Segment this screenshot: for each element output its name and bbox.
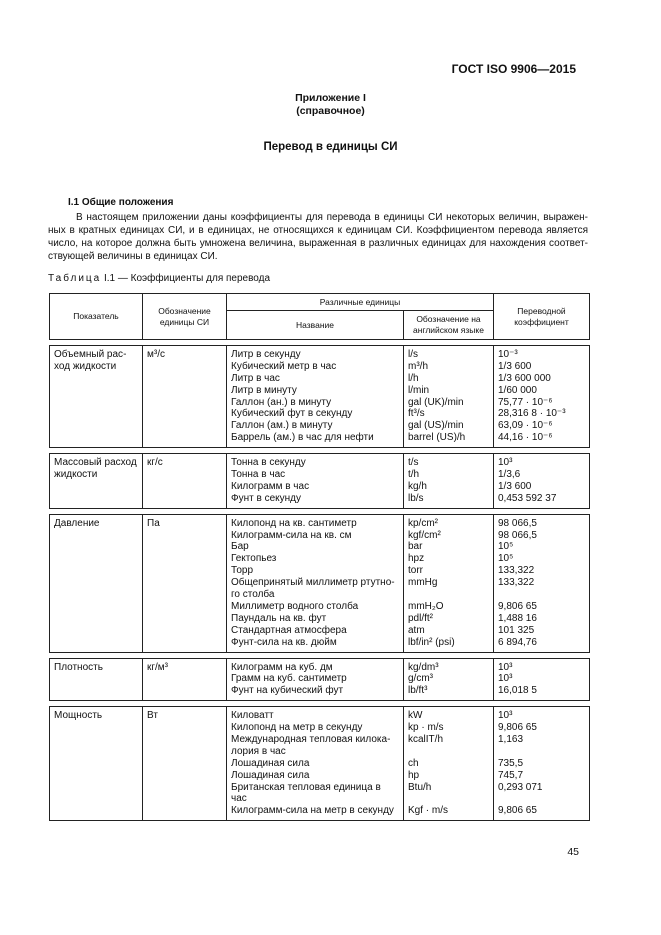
- table-row: [50, 658, 590, 701]
- conversion-factor: 16,018 5: [498, 685, 537, 697]
- unit-symbol: l/min: [408, 384, 430, 396]
- factor-cell: [494, 454, 590, 509]
- unit-symbol: l/h: [408, 372, 419, 384]
- unit-symbol: gal (US)/min: [408, 420, 464, 432]
- unit-name: Килограмм-сила на метр в секунду: [231, 805, 394, 817]
- indicator-cell: [50, 454, 143, 509]
- conversion-factor: 735,5: [498, 757, 524, 769]
- indicator-cell: [50, 707, 143, 821]
- unit-symbol: kp/cm²: [408, 517, 438, 529]
- unit-name: Баррель (ам.) в час для нефти: [231, 432, 374, 444]
- conversion-factor: 10⁵: [498, 541, 514, 553]
- unit-name: Бар: [231, 541, 249, 553]
- unit-symbol: bar: [408, 541, 423, 553]
- si-unit: кг/с: [147, 457, 163, 469]
- conversion-factor: 101 325: [498, 624, 535, 636]
- conversion-factor: 10³: [498, 661, 513, 673]
- page-number: 45: [567, 846, 579, 858]
- conversion-factor: 9,806 65: [498, 805, 537, 817]
- name-cell: [227, 346, 404, 448]
- conversion-factor: 9,806 65: [498, 600, 537, 612]
- unit-symbol: kgf/cm²: [408, 529, 441, 541]
- conversion-factor: 98 066,5: [498, 529, 537, 541]
- indicator-name: Объемный расход жидкости: [54, 349, 127, 372]
- unit-symbol: lbf/in² (psi): [408, 636, 455, 648]
- symbol-cell: [404, 658, 494, 701]
- unit-name: Фунт в секунду: [231, 492, 301, 504]
- unit-symbol: t/s: [408, 457, 419, 469]
- unit-symbol: kp · m/s: [408, 722, 444, 734]
- table-row: [50, 514, 590, 652]
- table-row: [50, 707, 590, 821]
- table-row: [50, 454, 590, 509]
- unit-symbol: hpz: [408, 553, 425, 565]
- si-unit: Па: [147, 517, 160, 529]
- table-caption-prefix: Таблица: [48, 273, 102, 284]
- unit-symbol: gal (UK)/min: [408, 396, 464, 408]
- annex-title: Приложение I: [295, 92, 366, 104]
- conversion-factor: 1/60 000: [498, 384, 537, 396]
- factor-cell: [494, 346, 590, 448]
- conversion-factor: 1/3 600 000: [498, 372, 551, 384]
- unit-symbol: mmH₂O: [408, 600, 444, 612]
- unit-name: Литр в час: [231, 372, 280, 384]
- si-unit-cell: [143, 658, 227, 701]
- unit-symbol: g/cm³: [408, 673, 433, 685]
- unit-name: Тонна в час: [231, 469, 286, 481]
- si-unit: Вт: [147, 710, 158, 722]
- indicator-cell: [50, 346, 143, 448]
- unit-symbol: kg/h: [408, 480, 427, 492]
- conversion-factor: 63,09 · 10⁻⁶: [498, 420, 553, 432]
- conversion-factor: 1/3,6: [498, 469, 521, 481]
- unit-name: Килопонд на кв. сантиметр: [231, 517, 357, 529]
- indicator-name: Массовый расход жидкости: [54, 457, 137, 481]
- conversion-factor: 75,77 · 10⁻⁶: [498, 396, 553, 408]
- indicator-cell: [50, 658, 143, 701]
- conversion-factor: 10³: [498, 710, 513, 722]
- factor-cell: [494, 658, 590, 701]
- unit-name: Гектопьез: [231, 553, 277, 565]
- unit-name: Галлон (ан.) в минуту: [231, 396, 332, 408]
- si-unit: м³/с: [147, 349, 165, 360]
- unit-name: Торр: [231, 565, 254, 577]
- symbol-cell: [404, 346, 494, 448]
- document-title: Перевод в единицы СИ: [263, 141, 398, 153]
- unit-symbol: ch: [408, 757, 419, 769]
- symbol-cell: [404, 707, 494, 821]
- indicator-name: Давление: [54, 517, 100, 529]
- header-name: Название: [227, 311, 404, 340]
- name-cell: [227, 514, 404, 652]
- unit-symbol: torr: [408, 565, 423, 577]
- header-factor: Переводной коэффициент: [494, 294, 590, 340]
- unit-symbol: l/s: [408, 349, 418, 360]
- conversion-factor: 0,453 592 37: [498, 492, 557, 504]
- unit-name: Британская тепловая единица в час: [231, 781, 381, 805]
- si-unit-cell: [143, 346, 227, 448]
- unit-symbol: atm: [408, 624, 425, 636]
- header-indicator: Показатель: [50, 294, 143, 340]
- unit-name: Тонна в секунду: [231, 457, 306, 469]
- header-various-units: Различные единицы: [227, 294, 494, 311]
- conversion-factor: 10⁻³: [498, 349, 518, 360]
- symbol-cell: [404, 454, 494, 509]
- unit-symbol: barrel (US)/h: [408, 432, 466, 444]
- unit-symbol: kW: [408, 710, 423, 722]
- conversion-factor: 1,163: [498, 733, 524, 745]
- name-cell: [227, 658, 404, 701]
- symbol-cell: [404, 514, 494, 652]
- unit-name: Лошадиная сила: [231, 769, 310, 781]
- unit-symbol: Btu/h: [408, 781, 432, 793]
- unit-name: Стандартная атмосфера: [231, 624, 347, 636]
- si-unit-cell: [143, 454, 227, 509]
- conversion-factor: 133,322: [498, 565, 535, 577]
- conversion-factor: 9,806 65: [498, 722, 537, 734]
- unit-name: Килограмм в час: [231, 480, 310, 492]
- unit-symbol: lb/s: [408, 492, 424, 504]
- si-unit-cell: [143, 514, 227, 652]
- conversion-factor: 0,293 071: [498, 781, 543, 793]
- section-paragraph: В настоящем приложении даны коэффициенты для перевода в единицы СИ некоторых величин, выраженных в кратных единицах СИ, и в единицах, не относящихся к единицам СИ. Коэффициентом перевода является число, на которое должна быть умножена величина, выраженная в различных единицах для нахождения соответствующей величины в единицах СИ.: [48, 212, 588, 262]
- unit-symbol: pdl/ft²: [408, 612, 434, 624]
- conversion-factor: 1/3 600: [498, 480, 532, 492]
- si-unit-cell: [143, 707, 227, 821]
- unit-name: Литр в секунду: [231, 349, 301, 360]
- unit-name: Международная тепловая килокалория в час: [231, 733, 391, 757]
- unit-symbol: mmHg: [408, 577, 438, 589]
- conversion-factor: 745,7: [498, 769, 524, 781]
- unit-symbol: m³/h: [408, 360, 428, 372]
- unit-name: Галлон (ам.) в минуту: [231, 420, 333, 432]
- header-si-unit: Обозначение единицы СИ: [143, 294, 227, 340]
- conversion-factor: 1/3 600: [498, 360, 532, 372]
- section-heading: I.1 Общие положения: [68, 197, 174, 208]
- standard-number: ГОСТ ISO 9906—2015: [451, 62, 576, 76]
- conversion-factor: 133,322: [498, 577, 535, 589]
- unit-name: Килопонд на метр в секунду: [231, 722, 363, 734]
- conversion-factor: 10³: [498, 673, 513, 685]
- unit-name: Килограмм-сила на кв. см: [231, 529, 352, 541]
- unit-name: Кубический метр в час: [231, 360, 337, 372]
- unit-name: Фунт на кубический фут: [231, 685, 344, 697]
- indicator-name: Мощность: [54, 710, 103, 722]
- unit-name: Литр в минуту: [231, 384, 297, 396]
- table-caption-text: I.1 — Коэффициенты для перевода: [104, 273, 271, 284]
- unit-symbol: ft³/s: [408, 408, 425, 420]
- unit-symbol: Kgf · m/s: [408, 805, 449, 817]
- annex-heading: [0, 92, 661, 118]
- conversion-factor: 10⁵: [498, 553, 514, 565]
- unit-symbol: kcalIT/h: [408, 733, 444, 745]
- name-cell: [227, 707, 404, 821]
- conversion-factor: 1,488 16: [498, 612, 537, 624]
- table-row: [50, 346, 590, 448]
- unit-name: Грамм на куб. сантиметр: [231, 673, 347, 685]
- conversion-factor: 28,316 8 · 10⁻³: [498, 408, 566, 420]
- conversion-factor: 44,16 · 10⁻⁶: [498, 432, 553, 444]
- conversion-factor: 10³: [498, 457, 513, 469]
- indicator-name: Плотность: [54, 661, 103, 673]
- unit-name: Паундаль на кв. фут: [231, 612, 327, 624]
- unit-name: Килограмм на куб. дм: [231, 661, 333, 673]
- name-cell: [227, 454, 404, 509]
- unit-name: Кубический фут в секунду: [231, 408, 353, 420]
- factor-cell: [494, 707, 590, 821]
- unit-name: Общепринятый миллиметр ртутного столба: [231, 577, 395, 601]
- unit-symbol: t/h: [408, 469, 420, 481]
- factor-cell: [494, 514, 590, 652]
- unit-name: Фунт-сила на кв. дюйм: [231, 636, 337, 648]
- unit-name: Лошадиная сила: [231, 757, 310, 769]
- unit-symbol: hp: [408, 769, 420, 781]
- table-caption: [48, 273, 270, 284]
- unit-symbol: kg/dm³: [408, 661, 439, 673]
- table-body: [50, 340, 590, 821]
- si-unit: кг/м³: [147, 661, 169, 673]
- unit-name: Миллиметр водного столба: [231, 600, 359, 612]
- conversion-table: [49, 293, 590, 821]
- conversion-factor: 6 894,76: [498, 636, 537, 648]
- header-english-symbol: Обозначение на английском языке: [404, 311, 494, 340]
- conversion-factor: 98 066,5: [498, 517, 537, 529]
- unit-symbol: lb/ft³: [408, 685, 428, 697]
- annex-subtitle: (справочное): [296, 105, 365, 117]
- unit-name: Киловатт: [231, 710, 274, 722]
- indicator-cell: [50, 514, 143, 652]
